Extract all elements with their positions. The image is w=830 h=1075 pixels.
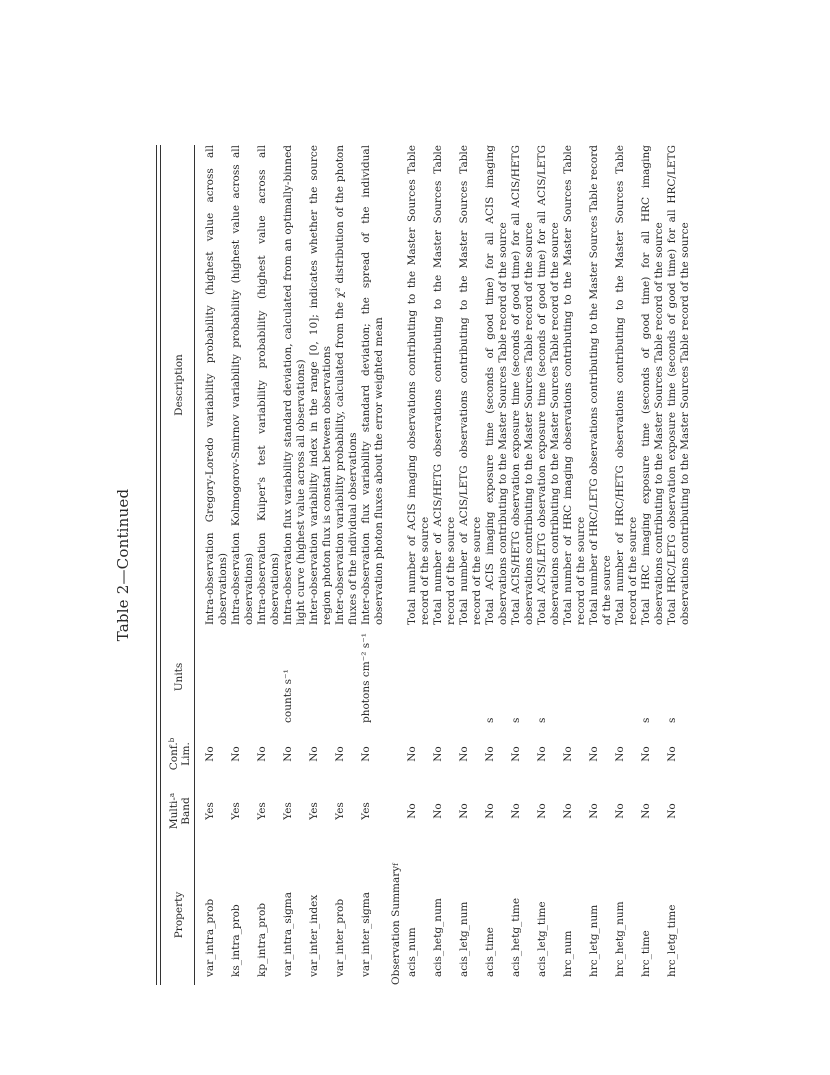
table-row <box>588 145 614 985</box>
multi-band-cell: No <box>640 803 652 819</box>
property-cell: var_intra_prob <box>204 898 216 977</box>
multi-band-cell: Yes <box>204 802 216 820</box>
top-rule <box>156 145 157 985</box>
description-cell: Total ACIS/HETG observation exposure time (seconds of good time) for all ACIS/HETG observations contributing to the Master Sources Table record of the source <box>510 145 535 625</box>
table-row <box>230 145 256 985</box>
description-cell: Total HRC/LETG observation exposure time (seconds of good time) for all HRC/LETG observations contributing to the Master Sources Table record of the source <box>666 145 691 625</box>
multi-band-cell: No <box>432 803 444 819</box>
table-body <box>204 145 692 985</box>
units-cell: counts s⁻¹ <box>282 669 294 723</box>
table-row <box>666 145 692 985</box>
multi-band-cell: No <box>458 803 470 819</box>
property-cell: acis_letg_time <box>536 901 548 977</box>
property-cell: hrc_num <box>562 930 574 977</box>
description-cell: Intra-observation Kuiper's test variability probability (highest value across all observations) <box>256 145 281 625</box>
property-cell: acis_num <box>406 927 418 977</box>
header-multi-band-note: a <box>168 792 176 798</box>
table-row <box>256 145 282 985</box>
multi-band-cell: No <box>614 803 626 819</box>
row-group-variability <box>204 145 386 985</box>
property-cell: acis_hetg_time <box>510 897 522 977</box>
property-cell: var_inter_index <box>308 894 320 977</box>
table-row <box>536 145 562 985</box>
multi-band-cell: Yes <box>334 802 346 820</box>
conf-lim-cell: No <box>666 746 678 762</box>
property-cell: hrc_hetg_num <box>614 901 626 977</box>
conf-lim-cell: No <box>458 746 470 762</box>
table-row <box>484 145 510 985</box>
description-cell: Total number of HRC imaging observations contributing to the Master Sources Table record of the source <box>562 145 587 625</box>
conf-lim-cell: No <box>406 746 418 762</box>
header-conf-lim-label2: Lim. <box>180 742 192 766</box>
row-group-observation-summary <box>406 145 692 985</box>
table-row <box>360 145 386 985</box>
multi-band-cell: No <box>406 803 418 819</box>
header-description: Description <box>173 354 185 416</box>
header-rule <box>194 145 195 985</box>
description-cell: Total ACIS/LETG observation exposure time (seconds of good time) for all ACIS/LETG observations contributing to the Master Sources Table record of the source <box>536 145 561 625</box>
multi-band-cell: No <box>536 803 548 819</box>
table-row <box>308 145 334 985</box>
property-cell: var_inter_sigma <box>360 892 372 977</box>
conf-lim-cell: No <box>230 746 242 762</box>
header-property: Property <box>173 891 185 939</box>
table-row <box>562 145 588 985</box>
table-row <box>640 145 666 985</box>
multi-band-cell: Yes <box>230 802 242 820</box>
description-cell: Inter-observation variability probability, calculated from the χ² distribution of the photon fluxes of the individual observations <box>334 145 359 625</box>
units-cell: photons cm⁻² s⁻¹ <box>360 633 372 723</box>
description-cell: Intra-observation flux variability standard deviation, calculated from an optimally-binned light curve (highest value across all observations) <box>282 145 307 625</box>
multi-band-cell: No <box>588 803 600 819</box>
table-row <box>614 145 640 985</box>
table-row <box>334 145 360 985</box>
property-cell: kp_intra_prob <box>256 903 268 977</box>
units-cell: s <box>484 717 496 723</box>
description-cell: Intra-observation Gregory-Loredo variability probability (highest value across all observations) <box>204 145 229 625</box>
multi-band-cell: No <box>510 803 522 819</box>
property-cell: var_intra_sigma <box>282 891 294 977</box>
property-cell: acis_hetg_num <box>432 898 444 977</box>
conf-lim-cell: No <box>256 746 268 762</box>
multi-band-cell: No <box>562 803 574 819</box>
property-cell: acis_time <box>484 927 496 977</box>
description-cell: Total number of ACIS imaging observations contributing to the Master Sources Table record of the source <box>406 145 431 625</box>
description-cell: Total ACIS imaging exposure time (seconds of good time) for all ACIS imaging observations contributing to the Master Sources Table record of the source <box>484 145 509 625</box>
description-cell: Total number of ACIS/HETG observations contributing to the Master Sources Table record of the source <box>432 145 457 625</box>
description-cell: Intra-observation Kolmogorov-Smirnov variability probability (highest value across all observations) <box>230 145 255 625</box>
property-cell: acis_letg_num <box>458 901 470 977</box>
multi-band-cell: Yes <box>360 802 372 820</box>
multi-band-cell: No <box>666 803 678 819</box>
multi-band-cell: Yes <box>282 802 294 820</box>
table-row <box>510 145 536 985</box>
conf-lim-cell: No <box>308 746 320 762</box>
header-multi-band <box>168 782 192 840</box>
table-row <box>406 145 432 985</box>
conf-lim-cell: No <box>510 746 522 762</box>
header-multi-band-label: Multi- <box>168 797 180 830</box>
header-conf-lim <box>168 726 192 782</box>
table-row <box>458 145 484 985</box>
description-cell: Inter-observation flux variability standard deviation; the spread of the individual observation photon fluxes about the error weighted mean <box>360 145 385 625</box>
property-cell: hrc_time <box>640 930 652 977</box>
conf-lim-cell: No <box>282 746 294 762</box>
property-cell: hrc_letg_time <box>666 904 678 977</box>
conf-lim-cell: No <box>588 746 600 762</box>
units-cell: s <box>510 717 522 723</box>
property-cell: hrc_letg_num <box>588 904 600 977</box>
description-cell: Total number of ACIS/LETG observations contributing to the Master Sources Table record of the source <box>458 145 483 625</box>
header-conf-lim-label: Conf. <box>168 742 180 771</box>
conf-lim-cell: No <box>536 746 548 762</box>
description-cell: Total number of HRC/HETG observations contributing to the Master Sources Table record of the source <box>614 145 639 625</box>
section-heading <box>386 145 406 985</box>
conf-lim-cell: No <box>204 746 216 762</box>
rotated-table <box>110 145 710 985</box>
description-cell: Total number of HRC/LETG observations contributing to the Master Sources Table record of the source <box>588 145 613 625</box>
description-cell: Total HRC imaging exposure time (seconds of good time) for all HRC imaging observations contributing to the Master Sources Table record of the source <box>640 145 665 625</box>
multi-band-cell: Yes <box>256 802 268 820</box>
conf-lim-cell: No <box>360 746 372 762</box>
conf-lim-cell: No <box>640 746 652 762</box>
property-cell: var_inter_prob <box>334 898 346 977</box>
units-cell: s <box>640 717 652 723</box>
section-title: Observation Summary <box>390 865 402 985</box>
table-row <box>432 145 458 985</box>
section-note: f <box>392 863 400 866</box>
multi-band-cell: No <box>484 803 496 819</box>
table-caption: Table 2—Continued <box>114 488 132 642</box>
header-multi-band-label2: Band <box>180 797 192 825</box>
header-conf-lim-note: b <box>168 737 176 743</box>
conf-lim-cell: No <box>334 746 346 762</box>
header-units: Units <box>173 662 185 692</box>
multi-band-cell: Yes <box>308 802 320 820</box>
conf-lim-cell: No <box>562 746 574 762</box>
top-rule-second <box>160 145 161 985</box>
table-row <box>204 145 230 985</box>
description-cell: Inter-observation variability index in the range [0, 10]; indicates whether the source region photon flux is constant between observations <box>308 145 333 625</box>
conf-lim-cell: No <box>432 746 444 762</box>
units-cell: s <box>666 717 678 723</box>
units-cell: s <box>536 717 548 723</box>
property-cell: ks_intra_prob <box>230 904 242 977</box>
conf-lim-cell: No <box>614 746 626 762</box>
conf-lim-cell: No <box>484 746 496 762</box>
table-row <box>282 145 308 985</box>
